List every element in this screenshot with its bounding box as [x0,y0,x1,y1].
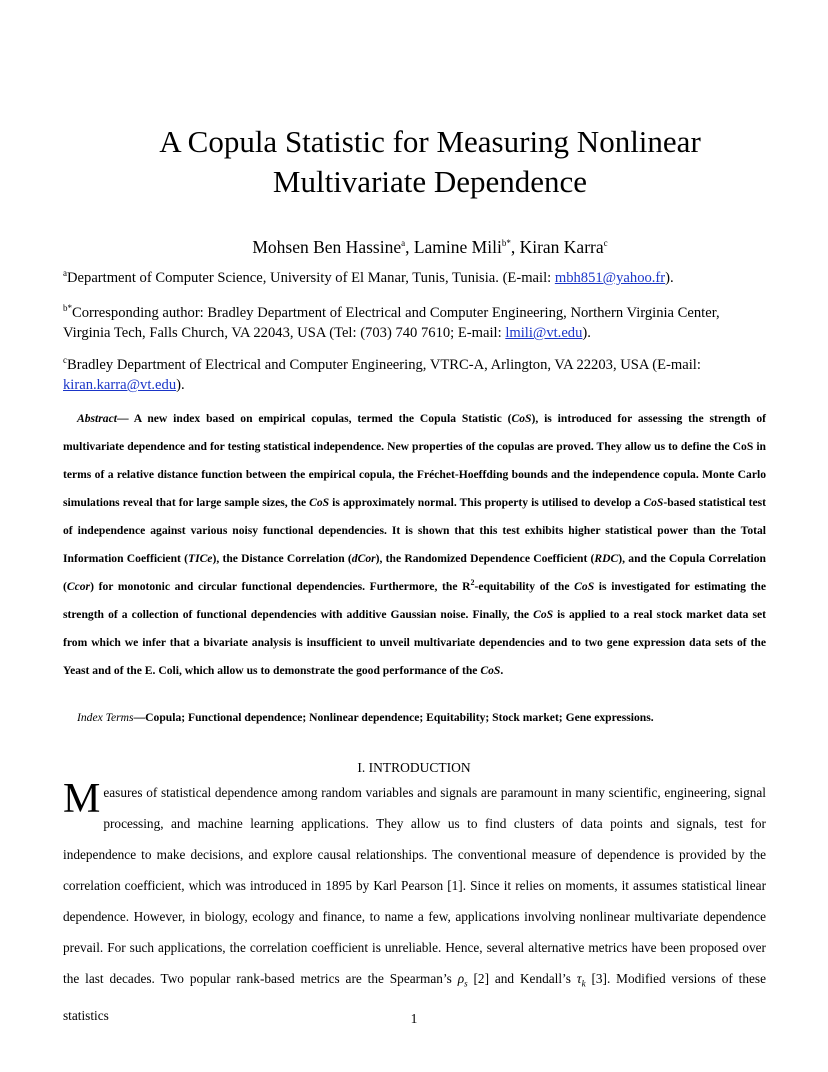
abstract-term: CoS [533,608,554,621]
email-link[interactable]: lmili@vt.edu [505,325,583,341]
affiliation-a [63,268,768,288]
abstract-term: CoS [574,580,595,593]
superscript: 2 [470,578,475,588]
page-number: 1 [410,1011,418,1026]
abstract-text: ), and the Copula Correlation ( [63,552,766,593]
abstract-term: CoS [480,664,501,677]
author-affil-mark: a [401,238,406,249]
affil-mark: c [63,355,67,366]
affil-text: Corresponding author: Bradley Department of Electrical and Computer Engineering, Northern Virginia Center, Virginia Tech, Falls Church, VA 22043, USA (Tel: (703) 740 7610; E-mail: [63,305,720,341]
intro-paragraph [63,777,766,1031]
abstract-text: ), the Randomized Dependence Coefficient ( [375,552,595,565]
drop-cap: M [63,776,101,822]
affil-mark: b* [63,303,72,314]
abstract-text: is approximately normal. This property is utilised to develop a [329,496,644,509]
abstract-term: CoS [309,496,330,509]
abstract-term: CoS [643,496,664,509]
abstract-text: is applied to a real stock market data set from which we infer that a bivariate analysis is insufficient to unveil multivariate dependencies and to two gene expression data sets of the Yeast and of the E. Coli, which allow us to demonstrate the good performance of the [63,608,767,677]
abstract-text: ), is introduced for assessing the strength of multivariate dependence and for testing statistical independence. New properties of the copulas are proved. They allow us to define the CoS in terms of a relative distance function between the empirical copula, the Fréchet-Hoeffding bounds and the independence copula. Monte Carlo simulations reveal that for large sample sizes, the [63,412,766,509]
affiliation-c [63,355,768,395]
affiliation-b [63,303,768,343]
abstract-text: . [500,664,504,677]
math-symbol: τ [576,971,582,986]
abstract-term: dCor [351,552,376,565]
email-link[interactable]: kiran.karra@vt.edu [63,377,177,393]
affil-tail: ). [665,270,674,286]
intro-text: [2] and Kendall’s [467,971,577,986]
abstract-text: — A new index based on empirical copulas, termed the Copula Statistic ( [116,412,512,425]
abstract-term: CoS [511,412,532,425]
section-heading: I. INTRODUCTION [357,760,471,775]
affil-tail: ). [582,325,591,341]
math-subscript: k [581,978,586,989]
author-affil-mark: c [603,238,608,249]
author-name: , Lamine Mili [405,237,502,257]
index-terms [63,709,766,727]
affil-text: Bradley Department of Electrical and Computer Engineering, VTRC-A, Arlington, VA 22203, USA (E-mail: [67,357,701,373]
abstract-term: TICe [187,552,213,565]
title-line-1: A Copula Statistic for Measuring Nonlinear [159,124,701,159]
intro-text: [3]. Modified versions of these statistics [63,971,766,1023]
affil-mark: a [63,268,67,279]
affil-tail: ). [176,377,185,393]
abstract-term: RDC [594,552,619,565]
author-list [60,235,800,259]
affil-text: Department of Computer Science, University of El Manar, Tunis, Tunisia. (E-mail: [67,270,555,286]
abstract-text: ), the Distance Correlation ( [212,552,352,565]
math-subscript: s [464,978,468,989]
abstract-text: -based statistical test of independence against various noisy functional dependencies. It is shown that this test exhibits higher statistical power than the Total Information Coefficient ( [63,496,766,565]
abstract-text: ) for monotonic and circular functional dependencies. Furthermore, the R [90,580,471,593]
abstract [63,405,766,685]
abstract-text: -equitability of the [474,580,575,593]
index-terms-lead: Index Terms [77,711,134,724]
paper-title [60,122,800,202]
abstract-term: Ccor [66,580,91,593]
author-name: Mohsen Ben Hassine [252,237,402,257]
abstract-text: is investigated for estimating the strength of a collection of functional dependencies with additive Gaussian noise. Finally, the [63,580,766,621]
abstract-lead: Abstract [77,412,117,425]
author-name: , Kiran Karra [510,237,604,257]
math-symbol: ρ [457,971,465,986]
email-link[interactable]: mbh851@yahoo.fr [554,270,666,286]
author-affil-mark: b* [501,238,511,249]
intro-text: easures of statistical dependence among random variables and signals are paramount in many scientific, engineering, signal processing, and machine learning applications. They allow us to find clusters of data points and signals, test for independence to make decisions, and explore causal relationships. The conventional measure of dependence is provided by the correlation coefficient, which was introduced in 1895 by Karl Pearson [1]. Since it relies on moments, it assumes statistical linear dependence. However, in biology, ecology and finance, to name a few, applications involving nonlinear multivariate dependence prevail. For such applications, the correlation coefficient is unreliable. Hence, several alternative metrics have been proposed over the last decades. Two popular rank-based metrics are the Spearman’s [63,785,766,986]
index-terms-text: —Copula; Functional dependence; Nonlinear dependence; Equitability; Stock market; Gene expressions. [133,711,654,724]
title-line-2: Multivariate Dependence [272,164,588,199]
